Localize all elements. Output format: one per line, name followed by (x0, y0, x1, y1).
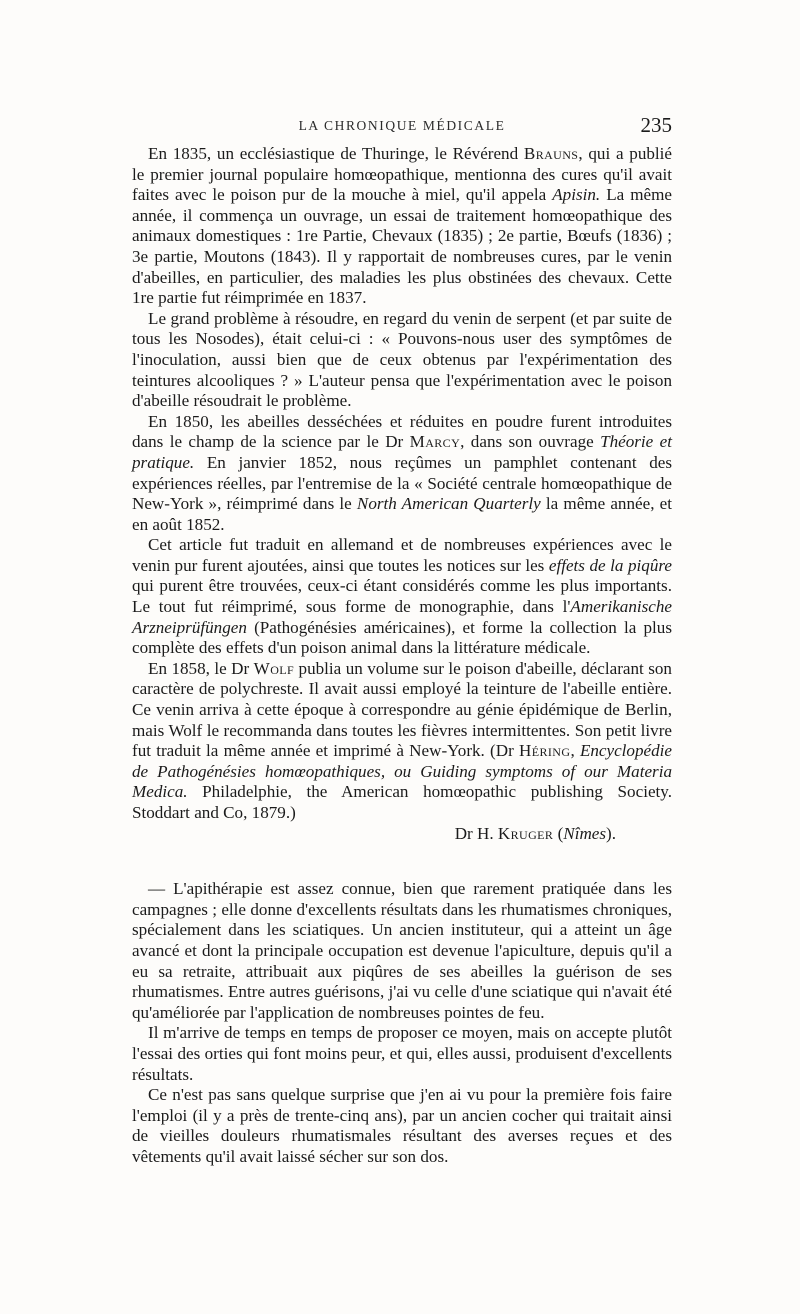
text-span: (Pathogénésies américaines), et forme la collection la plus complète des effets d'un poison animal dans la littérature médicale. (132, 617, 672, 658)
author-name: Brauns (523, 144, 579, 163)
article1-paragraph-5 (132, 659, 672, 824)
text-span: publia un volume sur le poison d'abeille, déclarant son caractère de polychreste. Il avait aussi employé la teinture de l'abeille entière. Ce venin arriva à cette époque à correspondre au génie épidémique de Berlin, mais Wolf le recommanda dans toutes les fièvres intermittentes. Son petit livre fut traduit la même année et imprimé à New-York. (Dr (132, 658, 672, 761)
book-title: Encyclopédie de Pathogénésies homœopathiques, ou Guiding symptoms of our Materia Medica. (132, 741, 673, 802)
article1-paragraph-1 (132, 144, 672, 309)
running-head: LA CHRONIQUE MÉDICALE (298, 118, 506, 133)
italic-term: Apisin. (552, 185, 601, 205)
author-name: Wolf (253, 658, 295, 678)
text-span: Cet article fut traduit en allemand et de nombreuses expériences avec le venin pur furent ajoutées, ainsi que toutes les notices sur les (132, 535, 672, 575)
book-title: Amerikanische Arzneiprüfüngen (132, 597, 672, 637)
author-name: Marcy (409, 432, 461, 452)
signature-title: Dr H. (454, 823, 498, 843)
article2-paragraph-2: Il m'arrive de temps en temps de proposer ce moyen, mais on accepte plutôt l'essai des orties qui font moins peur, et qui, elles aussi, produisent d'excellents résultats. (132, 1023, 672, 1084)
journal-title: North American Quarterly (356, 494, 541, 514)
text-span: ). (606, 823, 616, 843)
text-span: , (570, 741, 580, 761)
text-span: En janvier 1852, nous reçûmes un pamphlet contenant des expériences réelles, par l'entremise de la « Société centrale homœopathique de New-York », réimprimé dans le (132, 452, 672, 514)
body-text (132, 144, 672, 1168)
italic-term: effets de la piqûre (548, 555, 672, 575)
article2-paragraph-1: — L'apithérapie est assez connue, bien que rarement pratiquée dans les campagnes ; elle donne d'excellents résultats dans les rhumatismes chroniques, spécialement dans les sciatiques. Un ancien instituteur, qui a atteint un âge avancé et dont la principale occupation est devenue l'apiculture, depuis qu'il a eu sa retraite, attribuait aux piqûres de ses abeilles la guérison de ses rhumatismes. Entre autres guérisons, j'ai vu celle d'une sciatique qui n'avait été qu'améliorée par l'application de nombreuses pointes de feu. (132, 879, 672, 1022)
article1-paragraph-2: Le grand problème à résoudre, en regard du venin de serpent (et par suite de tous les Nosodes), était celui-ci : « Pouvons-nous user des symptômes de l'inoculation, aussi bien que de ceux obtenus par l'expérimentation des teintures alcooliques ? » L'auteur pensa que l'expérimentation avec le poison d'abeille résoudrait le problème. (132, 308, 672, 411)
text-span: La même année, il commença un ouvrage, un essai de traitement homœopathique des animaux domestiques : 1re Partie, Chevaux (1835) ; 2e partie, Bœufs (1836) ; 3e partie, Moutons (1843). Il y rapportait de nombreuses cures, par le venin d'abeilles, en particulier, des maladies les plus obstinées des chevaux. Cette 1re partie fut réimprimée en 1837. (132, 185, 672, 308)
text-span: , qui a publié le premier journal populaire homœopathique, mentionna des cures qu'il avait faites avec le poison pur de la mouche à miel, qu'il appela (132, 144, 672, 205)
section-divider (132, 844, 672, 879)
text-span: En 1850, les abeilles desséchées et réduites en poudre furent introduites dans le champ de la science par le Dr (132, 411, 672, 452)
signature-name: Kruger (497, 823, 554, 843)
signature-place: Nîmes (563, 823, 607, 843)
article1-paragraph-3 (132, 412, 672, 536)
text-span: En 1835, un ecclésiastique de Thuringe, le Révérend (148, 144, 524, 163)
text-span: qui purent être trouvées, ceux-ci étant considérés comme les plus importants. Le tout fut réimprimé, sous forme de monographie, dans l' (132, 576, 672, 617)
text-span: Philadelphie, the American homœopathic publishing Society. Stoddart and Co, 1879.) (132, 782, 672, 822)
page-number: 235 (640, 113, 672, 137)
article1-signature (132, 824, 672, 845)
author-name: Héring (519, 741, 571, 761)
text-span: En 1858, le Dr (148, 658, 254, 678)
text-span: , dans son ouvrage (460, 432, 601, 452)
text-span: ( (553, 823, 564, 843)
text-span: la même année, et en août 1852. (132, 494, 672, 534)
article2-paragraph-3: Ce n'est pas sans quelque surprise que j'en ai vu pour la première fois faire l'emploi (il y a près de trente-cinq ans), par un ancien cocher qui traitait ainsi de vieilles douleurs rhumatismales résultant des averses reçues et des vêtements qu'il avait laissé sécher sur son dos. (132, 1085, 672, 1166)
page-header (132, 113, 672, 140)
article1-paragraph-4 (132, 535, 672, 659)
book-title: Théorie et pratique. (132, 432, 672, 472)
